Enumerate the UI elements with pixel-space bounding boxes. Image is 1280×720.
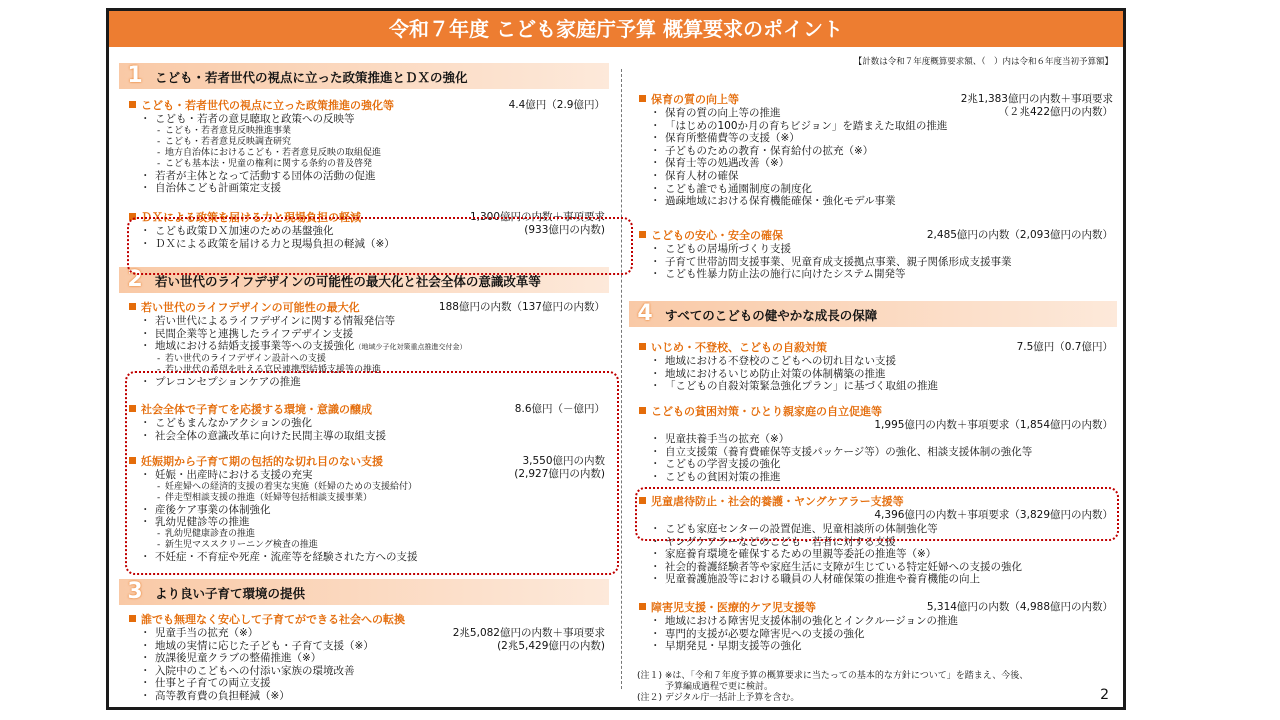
list-item: - こども基本法・児童の権利に関する条約の普及啓発 — [143, 159, 605, 170]
sub-l — [639, 601, 1113, 653]
list-item: ・ 不妊症・不育症や死産・流産等を経験された方への支援 — [143, 551, 605, 564]
section-title: 若い世代のライフデザインの可能性の最大化と社会全体の意識改革等 — [155, 274, 541, 289]
sub-j — [639, 405, 1113, 483]
sub-i — [639, 341, 1113, 393]
item-list — [129, 627, 605, 703]
list-item: ・ 過疎地域における保育機能確保・強化モデル事業 — [653, 195, 1113, 208]
list-item: ・ ヤングケアラーなどのこども・若者に対する支援 — [653, 536, 1113, 549]
section-4-header — [629, 301, 1117, 327]
list-item: ・ 地域におけるいじめ防止対策の体制構築の推進 — [653, 368, 1113, 381]
sub-amount: 2,485億円の内数（2,093億円の内数） — [926, 229, 1113, 241]
list-item: - 若い世代の希望を叶える官民連携型結婚支援等の推進 — [143, 365, 605, 376]
section-3-header — [119, 579, 609, 605]
bullet-square-icon — [639, 407, 646, 414]
sub-title: こどもの安心・安全の確保 — [651, 229, 783, 242]
sub-title: こどもの貧困対策・ひとり親家庭の自立促進等 — [651, 405, 882, 418]
sub-title: 保育の質の向上等 — [651, 93, 739, 106]
list-item: ・ 若い世代によるライフデザインに関する情報発信等 — [143, 315, 605, 328]
list-item: ・ プレコンセプションケアの推進 — [143, 376, 605, 389]
section-title: こども・若者世代の視点に立った政策推進とＤＸの強化 — [155, 70, 468, 85]
item-list — [639, 615, 1113, 653]
sub-amount: 5,314億円の内数（4,988億円の内数） — [926, 601, 1113, 613]
item-list — [639, 243, 1113, 281]
bullet-square-icon — [129, 303, 136, 310]
sub-amount-secondary: (2,927億円の内数) — [514, 468, 605, 480]
item-list — [639, 107, 1113, 208]
bullet-square-icon — [129, 101, 136, 108]
page-title: 令和７年度 こども家庭庁予算 概算要求のポイント — [109, 11, 1123, 47]
sub-title: 誰でも無理なく安心して子育てができる社会への転換 — [141, 613, 405, 626]
sub-title: 妊娠期から子育て期の包括的な切れ目のない支援 — [141, 455, 383, 468]
sub-amount: 1,300億円の内数＋事項要求 — [469, 211, 605, 223]
sub-amount: 7.5億円（0.7億円） — [1016, 341, 1113, 353]
list-item: ・ こどもの貧困対策の推進 — [653, 471, 1113, 484]
section-1-header — [119, 63, 609, 89]
list-item: ・ こども誰でも通園制度の制度化 — [653, 183, 1113, 196]
sub-a — [129, 99, 605, 195]
sub-amount: 2兆5,082億円の内数＋事項要求 — [452, 627, 605, 639]
section-number: 3 — [127, 579, 143, 604]
list-item: ・ 高等教育費の負担軽減（※） — [143, 690, 605, 703]
sub-title: 障害児支援・医療的ケア児支援等 — [651, 601, 816, 614]
list-item: ・ 子どものための教育・保育給付の拡充（※） — [653, 145, 1113, 158]
list-item: ・ ＤＸによる政策を届ける力と現場負担の軽減（※） — [143, 238, 605, 251]
section-title: すべてのこどもの健やかな成長の保障 — [665, 308, 878, 323]
small-note: （地域少子化対策重点推進交付金） — [354, 343, 467, 352]
list-item: ・ 児童養護施設等における職員の人材確保策の推進や養育機能の向上 — [653, 573, 1113, 586]
sub-title: 児童虐待防止・社会的養護・ヤングケアラー支援等 — [651, 495, 904, 508]
list-item: ・ 仕事と子育ての両立支援 — [143, 677, 605, 690]
list-item: ・ こどもまんなかアクションの強化 — [143, 417, 605, 430]
footnote: (注１) ※は、「令和７年度予算の概算要求に当たっての基本的な方針について」を踏まえ、今後、 — [637, 671, 1029, 681]
sub-title: 社会全体で子育てを応援する環境・意識の醸成 — [141, 403, 372, 416]
list-item: ・ こども性暴力防止法の施行に向けたシステム開発等 — [653, 268, 1113, 281]
list-item: ・ 保育所整備費等の支援（※） — [653, 132, 1113, 145]
list-item: ・ 保育士等の処遇改善（※） — [653, 157, 1113, 170]
sub-amount: 188億円の内数（137億円の内数） — [438, 301, 605, 313]
list-item: ・ 自治体こども計画策定支援 — [143, 182, 605, 195]
list-item: ・ 放課後児童クラブの整備推進（※） — [143, 652, 605, 665]
list-item: ・ 社会全体の意識改革に向けた民間主導の取組支援 — [143, 430, 605, 443]
highlight-box-childcare — [125, 371, 619, 575]
list-item: ・ 乳幼児健診等の推進 — [143, 516, 605, 529]
list-item: ・ 児童手当の拡充（※） — [143, 627, 605, 640]
list-item: ・ 入院中のこどもへの付添い家族の環境改善 — [143, 665, 605, 678]
list-item: ・ 地域における不登校のこどもへの切れ目ない支援 — [653, 355, 1113, 368]
list-item: ・ 早期発見・早期支援等の強化 — [653, 640, 1113, 653]
list-item: ・ こども政策ＤＸ加速のための基盤強化 — [143, 225, 605, 238]
list-item: ・ 地域における障害児支援体制の強化とインクルージョンの推進 — [653, 615, 1113, 628]
bullet-square-icon — [639, 95, 646, 102]
list-item: ・ 児童扶養手当の拡充（※） — [653, 433, 1113, 446]
highlight-box-abuse — [635, 487, 1119, 541]
list-item: ・ こどもの居場所づくり支援 — [653, 243, 1113, 256]
sub-title: ＤＸによる政策を届ける力と現場負担の軽減 — [141, 211, 361, 224]
list-item: - こども・若者意見反映調査研究 — [143, 137, 605, 148]
page-number: 2 — [1100, 687, 1109, 703]
sub-amount: 8.6億円（－億円） — [514, 403, 605, 415]
footnotes — [637, 671, 1028, 704]
sub-f — [129, 613, 605, 703]
item-list — [639, 355, 1113, 393]
list-item: ・ こどもの学習支援の強化 — [653, 458, 1113, 471]
slide-frame — [106, 8, 1126, 710]
list-item: ・ 保育の質の向上等の推進 — [653, 107, 1113, 120]
sub-title: 若い世代のライフデザインの可能性の最大化 — [141, 301, 360, 314]
list-item: - 伴走型相談支援の推進（妊婦等包括相談支援事業） — [143, 493, 605, 504]
sub-amount-secondary: (2兆5,429億円の内数) — [497, 640, 605, 652]
list-item: - 妊産婦への経済的支援の着実な実施（妊婦のための支援給付） — [143, 482, 605, 493]
amount-note: 【計数は令和７年度概算要求額、（ ）内は令和６年度当初予算額】 — [853, 57, 1113, 67]
bullet-square-icon — [129, 615, 136, 622]
item-list — [129, 113, 605, 195]
bullet-square-icon — [639, 343, 646, 350]
sub-amount: 3,550億円の内数 — [522, 455, 605, 467]
list-item: ・ 民間企業等と連携したライフデザイン支援 — [143, 328, 605, 341]
sub-amount: 4,396億円の内数＋事項要求（3,829億円の内数） — [874, 509, 1113, 521]
footnote: (注２) デジタル庁一括計上予算を含む。 — [637, 693, 800, 703]
list-item: ・ 地域における結婚支援事業等への支援強化（地域少子化対策重点推進交付金） — [143, 340, 605, 354]
list-item: ・ 「こどもの自殺対策緊急強化プラン」に基づく取組の推進 — [653, 380, 1113, 393]
sub-title: いじめ・不登校、こどもの自殺対策 — [651, 341, 827, 354]
list-item: - こども・若者意見反映推進事業 — [143, 126, 605, 137]
sub-amount-secondary: (933億円の内数) — [524, 224, 605, 236]
sub-amount: 2兆1,383億円の内数＋事項要求 — [960, 93, 1113, 105]
list-item: - 若い世代のライフデザイン設計への支援 — [143, 354, 605, 365]
sub-g — [639, 93, 1113, 208]
footnote: 予算編成過程で更に検討。 — [665, 682, 774, 692]
list-item: ・ 専門的支援が必要な障害児への支援の強化 — [653, 628, 1113, 641]
section-number: 2 — [127, 267, 143, 292]
item-list — [639, 433, 1113, 483]
list-item: ・ こども家庭センターの設置促進、児童相談所の体制強化等 — [653, 523, 1113, 536]
section-number: 1 — [127, 63, 143, 88]
list-item: ・ こども・若者の意見聴取と政策への反映等 — [143, 113, 605, 126]
list-item: ・ 若者が主体となって活動する団体の活動の促進 — [143, 170, 605, 183]
sub-title: こども・若者世代の視点に立った政策推進の強化等 — [141, 99, 394, 112]
bullet-square-icon — [639, 231, 646, 238]
column-divider — [621, 69, 622, 689]
list-item: ・ 「はじめの100か月の育ちビジョン」を踏まえた取組の推進 — [653, 120, 1113, 133]
sub-amount-secondary: （２兆422億円の内数） — [998, 106, 1113, 118]
sub-amount: 4.4億円（2.9億円） — [508, 99, 605, 111]
list-item: ・ 子育て世帯訪問支援事業、児童育成支援拠点事業、親子関係形成支援事業 — [653, 256, 1113, 269]
highlight-box-dx — [127, 217, 633, 275]
list-item: - 地方自治体におけるこども・若者意見反映の取組促進 — [143, 148, 605, 159]
list-item: ・ 自立支援策（養育費確保等支援パッケージ等）の強化、相談支援体制の強化等 — [653, 446, 1113, 459]
sub-amount: 1,995億円の内数＋事項要求（1,854億円の内数） — [874, 419, 1113, 431]
list-item: ・ 産後ケア事業の体制強化 — [143, 504, 605, 517]
list-item: ・ 妊娠・出産時における支援の充実 — [143, 469, 605, 482]
list-item: ・ 社会的養護経験者等や家庭生活に支障が生じている特定妊婦への支援の強化 — [653, 561, 1113, 574]
section-title: より良い子育て環境の提供 — [155, 586, 306, 601]
list-item: - 新生児マススクリーニング検査の推進 — [143, 540, 605, 551]
list-item: ・ 保育人材の確保 — [653, 170, 1113, 183]
list-item: ・ 家庭養育環境を確保するための里親等委託の推進等（※） — [653, 548, 1113, 561]
list-item: - 乳幼児健康診査の推進 — [143, 529, 605, 540]
sub-h — [639, 229, 1113, 281]
section-number: 4 — [637, 301, 653, 326]
bullet-square-icon — [639, 603, 646, 610]
list-item: ・ 地域の実情に応じた子ども・子育て支援（※） — [143, 640, 605, 653]
